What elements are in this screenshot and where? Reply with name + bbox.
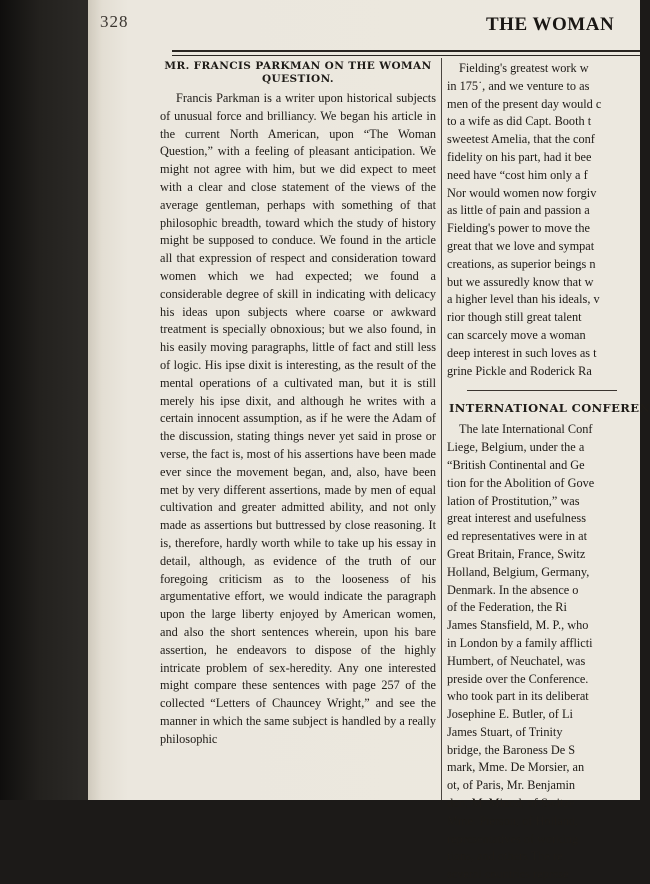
text-line: rior though still great talent	[447, 310, 582, 325]
section-title: INTERNATIONAL CONFEREN	[449, 401, 650, 416]
text-line: need have “cost him only a f	[447, 167, 588, 182]
header-rule	[172, 50, 640, 52]
text-line: who took part in its deliberat	[447, 689, 589, 704]
text-line: a higher level than his ideals, v	[447, 292, 600, 307]
text-line: Nor would women now forgiv	[447, 185, 597, 200]
text-line: creations, as superior beings n	[447, 256, 596, 271]
text-line: bridge, the Baroness De S	[447, 742, 576, 757]
text-line: lation of Prostitution,” was	[447, 493, 580, 508]
text-line: Denmark. In the absence o	[447, 582, 579, 597]
text-line: deep interest in such loves as t	[447, 345, 597, 360]
text-line: as little of pain and passion a	[447, 203, 590, 218]
conference-article	[447, 421, 640, 884]
article-title-line-2: QUESTION.	[262, 73, 334, 85]
text-line: sweetest Amelia, that the conf	[447, 132, 595, 147]
text-line: great interest and usefulness	[447, 511, 586, 526]
text-line: James Stuart, of Trinity	[447, 724, 563, 739]
text-line: to a wife as did Capt. Booth t	[447, 114, 592, 129]
text-line: The late International Conf	[459, 422, 593, 437]
article-title	[160, 60, 436, 86]
masthead-title: THE WOMAN	[486, 14, 615, 35]
page-number: 328	[100, 12, 129, 31]
text-line: Liege, Belgium, under the a	[447, 440, 585, 455]
text-line: ed representatives were in at	[447, 529, 587, 544]
article-title-line-1: MR. FRANCIS PARKMAN ON THE WOMAN	[164, 60, 432, 72]
text-line: in 175˙, and we venture to as	[447, 78, 590, 93]
text-line: men of the present day would c	[447, 96, 602, 111]
text-line: preside over the Conference.	[447, 671, 589, 686]
text-line: mark, Mme. De Morsier, an	[447, 760, 585, 775]
text-line: Humbert, of Neuchatel, was	[447, 653, 586, 668]
header-rule-thin	[172, 55, 640, 56]
text-line: Holland, Belgium, Germany,	[447, 564, 590, 579]
text-line: of the Federation, the Ri	[447, 600, 567, 615]
text-line: Fielding's greatest work w	[459, 61, 589, 75]
text-line: great that we love and sympat	[447, 238, 595, 253]
text-line: Fielding's power to move the	[447, 221, 590, 236]
text-line: several countries represe	[447, 867, 569, 882]
text-line: Josephine E. Butler, of Li	[447, 707, 573, 722]
continued-article	[447, 60, 640, 380]
right-column	[447, 60, 650, 882]
text-line: but we assuredly know that w	[447, 274, 594, 289]
text-line: fidelity on his part, had it bee	[447, 149, 592, 164]
column-divider	[441, 58, 442, 800]
text-line: James Stansfield, M. P., who	[447, 618, 589, 633]
text-line: in London by a family afflicti	[447, 635, 593, 650]
text-line: tion for the Abolition of Gove	[447, 475, 595, 490]
text-line: Mme. Pierson, of Holland,	[447, 813, 579, 828]
text-line: Great Britain, France, Switz	[447, 546, 586, 561]
article-body: Francis Parkman is a writer upon historical subjects of unusual force and brilliancy. We began his article in the current North American, upon “The Woman Question,” with a feeling of pleasant anticipation. We might not agree with him, but we did expect to meet with a clear and close statement of the views of the average gentleman, perhaps with something of that philosophic breadth, toward which the study of history might be supposed to conduce. We found in the article all that expression of respect and consideration toward women which we had expected; we found a considerable degree of skill in indicating with delicacy his ideas upon subjects where coarse or awkward treatment is specially obnoxious; but we also found, in his easily moving paragraphs, little of fact and still less of logic. His ipse dixit is interesting, as the result of the mental operations of a cultivated man, but it is still merely his ipse dixit, and although he writes with a certain innocent assumption, as if he were the Adam of the discussion, stating things never yet said in prose or verse, the fact is, most of his assertions have been made ever since the movement began, and, also, have been met by very different assertions, made by men of equal cultivation and greater admitted ability, and not only made as assertions but buttressed by close reasoning. It is, therefore, hardly worth while to take up his essay in detail, although, as evidence of the truth of our foregoing criticism as to the looseness of his argumentative effort, we would indicate the paragraph upon the large liberty enjoyed by American women, and also the short sentences wherein, upon his bare assertion, he endeavors to dispose of the highly intricate problem of sex-heredity. Any one interested might compare these sentences with page 257 of the collected “Letters of Chauncey Wright,” and see the manner in which the same subject is handled by a really philosophic	[160, 91, 436, 746]
text-line: ot, of Paris, Mr. Benjamin	[447, 778, 576, 793]
text-line: tions, and others The re	[447, 849, 563, 864]
text-line: “British Continental and Ge	[447, 457, 585, 472]
left-column	[160, 60, 436, 800]
section-separator	[467, 390, 617, 391]
text-line: grine Pickle and Roderick Ra	[447, 363, 592, 378]
text-line: representatives of working	[447, 831, 579, 846]
text-line: can scarcely move a woman	[447, 327, 586, 342]
text-line: don, M. Minod, of Switze	[447, 796, 575, 811]
